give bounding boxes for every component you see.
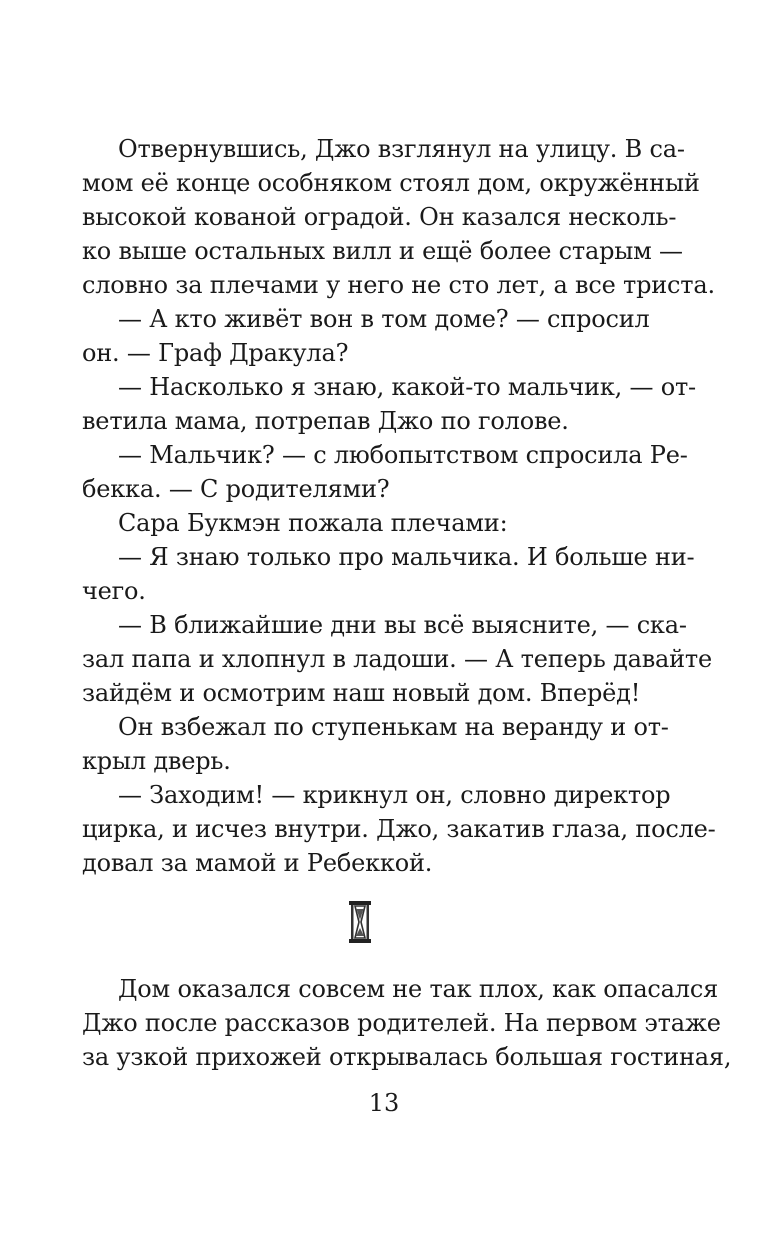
- text-line: — Насколько я знаю, какой-то мальчик, — от-: [118, 373, 696, 401]
- text-line: — Мальчик? — с любопытством спросила Ре-: [118, 441, 688, 469]
- text-line: — А кто живёт вон в том доме? — спросил: [118, 305, 650, 333]
- hourglass-icon: [348, 900, 372, 944]
- text-line: зайдём и осмотрим наш новый дом. Вперёд!: [82, 679, 641, 707]
- text-line: за узкой прихожей открывалась большая гостиная,: [82, 1043, 732, 1071]
- text-line: Сара Букмэн пожала плечами:: [118, 509, 508, 537]
- text-line: мом её конце особняком стоял дом, окружённый: [82, 169, 700, 197]
- text-line: Дом оказался совсем не так плох, как опасался: [118, 975, 719, 1003]
- text-line: Джо после рассказов родителей. На первом этаже: [82, 1009, 721, 1037]
- text-line: Он взбежал по ступенькам на веранду и от-: [118, 713, 669, 741]
- text-line: он. — Граф Дракула?: [82, 339, 349, 367]
- text-line: — В ближайшие дни вы всё выясните, — ска-: [118, 611, 687, 639]
- text-line: бекка. — С родителями?: [82, 475, 390, 503]
- text-line: довал за мамой и Ребеккой.: [82, 849, 433, 877]
- text-line: зал папа и хлопнул в ладоши. — А теперь давайте: [82, 645, 712, 673]
- text-line: словно за плечами у него не сто лет, а все триста.: [82, 271, 715, 299]
- text-line: ко выше остальных вилл и ещё более старым —: [82, 237, 683, 265]
- page-number: 13: [368, 1089, 400, 1117]
- text-line: — Я знаю только про мальчика. И больше ни-: [118, 543, 695, 571]
- text-line: Отвернувшись, Джо взглянул на улицу. В са-: [118, 135, 685, 163]
- text-line: цирка, и исчез внутри. Джо, закатив глаза, после-: [82, 815, 716, 843]
- text-line: крыл дверь.: [82, 747, 231, 775]
- text-line: — Заходим! — крикнул он, словно директор: [118, 781, 671, 809]
- text-line: ветила мама, потрепав Джо по голове.: [82, 407, 569, 435]
- text-line: высокой кованой оградой. Он казался несколь-: [82, 203, 677, 231]
- text-line: чего.: [82, 577, 146, 605]
